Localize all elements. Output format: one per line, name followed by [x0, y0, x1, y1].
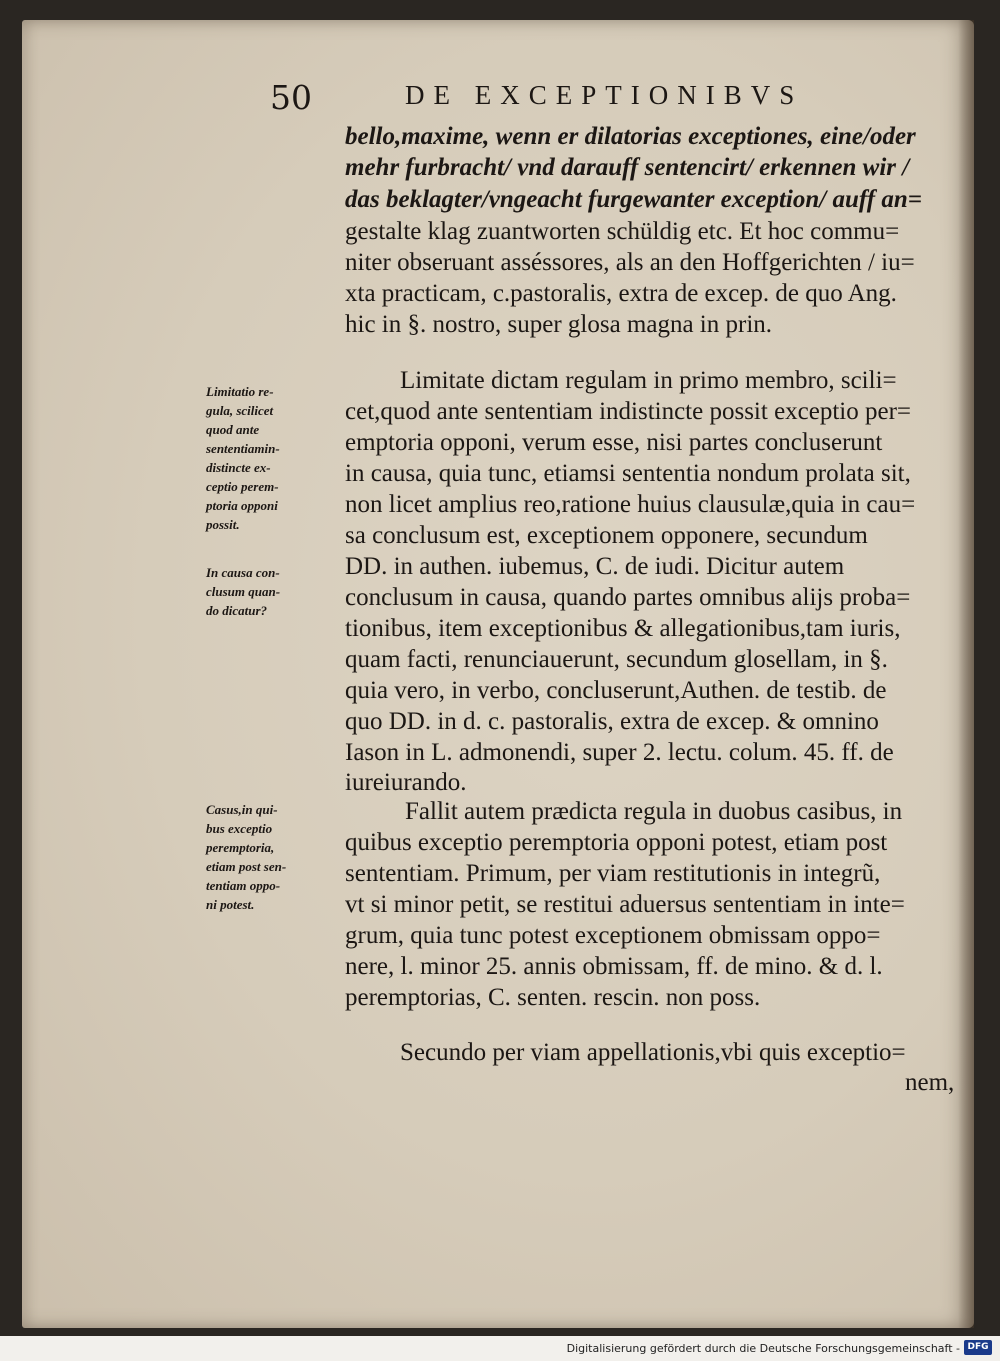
text-line: xta practicam, c.pastoralis, extra de excep. de quo Ang. [345, 280, 897, 307]
text-line: sa conclusum est, exceptionem opponere, secundum [345, 522, 868, 549]
marginal-line: Casus,in qui- [206, 802, 278, 817]
text-line: bello,maxime, wenn er dilatorias exceptiones, eine/oder [345, 123, 916, 150]
text-line: conclusum in causa, quando partes omnibus alijs proba= [345, 584, 911, 611]
marginal-line: ni potest. [206, 897, 255, 912]
text-line: niter obseruant asséssores, als an den Hoffgerichten / iu= [345, 249, 915, 276]
text-line: peremptorias, C. senten. rescin. non poss. [345, 984, 761, 1011]
text-line: grum, quia tunc potest exceptionem obmissam oppo= [345, 922, 881, 949]
page-spine-shadow [958, 20, 974, 1328]
marginal-line: bus exceptio [206, 821, 273, 836]
marginal-line: tentiam oppo- [206, 878, 281, 893]
text-line: gestalte klag zuantworten schüldig etc. Et hoc commu= [345, 218, 900, 245]
marginal-line: distincte ex- [206, 460, 271, 475]
text-line: Secundo per viam appellationis,vbi quis exceptio= [400, 1039, 906, 1066]
marginal-line: etiam post sen- [206, 859, 287, 874]
text-line: Iason in L. admonendi, super 2. lectu. colum. 45. ff. de [345, 739, 894, 766]
text-line: in causa, quia tunc, etiamsi sententia nondum prolata sit, [345, 460, 911, 487]
marginal-line: In causa con- [206, 565, 280, 580]
text-line: quam facti, renunciauerunt, secundum glosellam, in §. [345, 646, 888, 673]
text-line: nem, [905, 1069, 955, 1096]
text-line: tionibus, item exceptionibus & allegationibus,tam iuris, [345, 615, 901, 642]
text-line: nere, l. minor 25. annis obmissam, ff. de mino. & d. l. [345, 953, 883, 980]
text-line: sententiam. Primum, per viam restitutionis in integrũ, [345, 860, 881, 887]
marginal-line: possit. [206, 517, 240, 532]
running-head: DE EXCEPTIONIBVS [405, 80, 804, 110]
text-line: quo DD. in d. c. pastoralis, extra de excep. & omnino [345, 708, 879, 735]
text-line: mehr furbracht/ vnd darauff sentencirt/ erkennen wir / [345, 154, 910, 181]
marginal-line: gula, scilicet [206, 403, 274, 418]
marginal-line: do dicatur? [206, 603, 268, 618]
text-line: non licet amplius reo,ratione huius clausulæ,quia in cau= [345, 491, 916, 518]
dfg-logo-icon: DFG [964, 1340, 992, 1355]
text-line: vt si minor petit, se restitui aduersus sententiam in inte= [345, 891, 905, 918]
marginal-line: quod ante [206, 422, 260, 437]
marginal-line: clusum quan- [206, 584, 281, 599]
text-line: cet,quod ante sententiam indistincte possit exceptio per= [345, 398, 912, 425]
marginal-line: ptoria opponi [206, 498, 278, 513]
text-line: das beklagter/vngeacht furgewanter exception/ auff an= [345, 186, 922, 213]
marginal-line: sententiamin- [206, 441, 280, 456]
marginal-line: ceptio perem- [206, 479, 279, 494]
text-line: Fallit autem prædicta regula in duobus casibus, in [405, 798, 903, 825]
text-line: quibus exceptio peremptoria opponi potest, etiam post [345, 829, 888, 856]
footer-credit: Digitalisierung gefördert durch die Deutsche Forschungsgemeinschaft - [566, 1342, 960, 1355]
text-line: quia vero, in verbo, concluserunt,Authen. de testib. de [345, 677, 887, 704]
text-line: DD. in authen. iubemus, C. de iudi. Dicitur autem [345, 553, 845, 580]
marginal-line: Limitatio re- [206, 384, 274, 399]
text-line: emptoria opponi, verum esse, nisi partes concluserunt [345, 429, 883, 456]
text-line: iureiurando. [345, 769, 467, 796]
page-number: 50 [270, 78, 312, 117]
text-line: Limitate dictam regulam in primo membro, scili= [400, 367, 897, 394]
marginal-line: peremptoria, [206, 840, 275, 855]
text-line: hic in §. nostro, super glosa magna in prin. [345, 311, 773, 338]
